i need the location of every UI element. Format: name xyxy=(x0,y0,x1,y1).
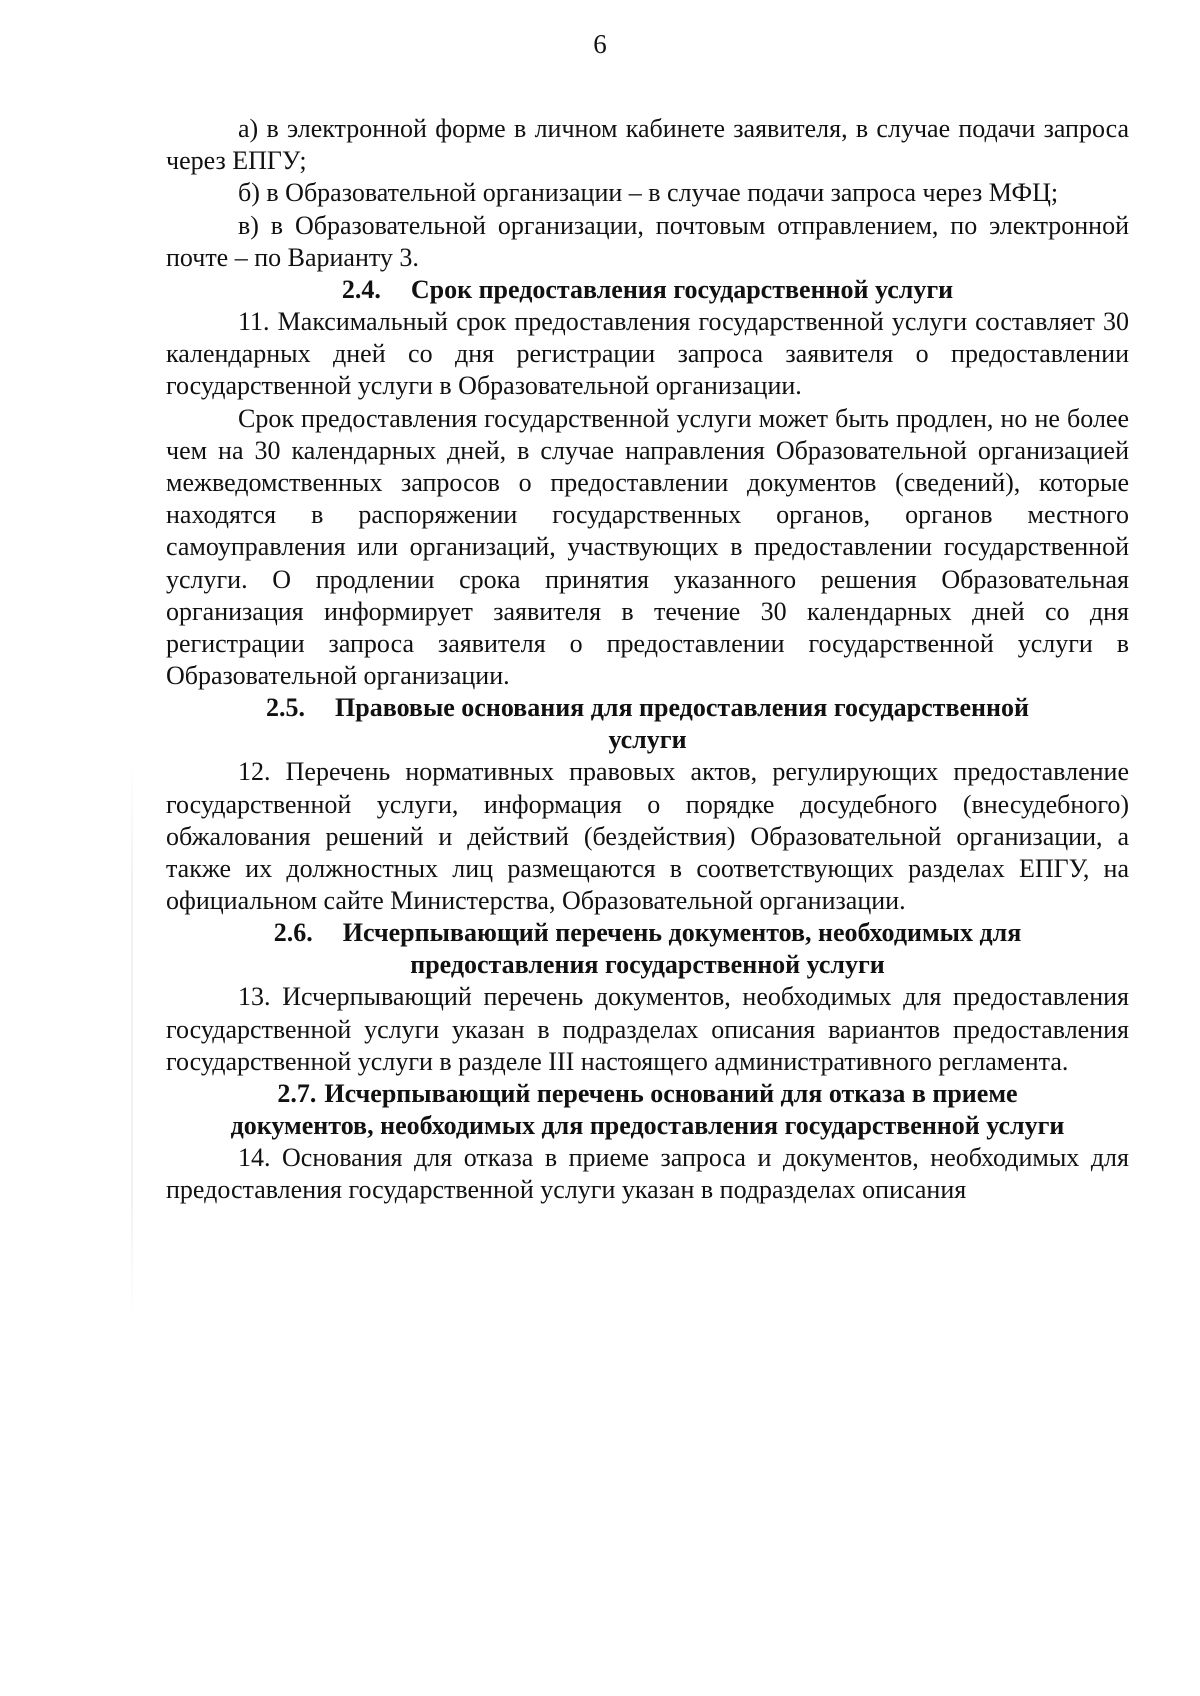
section-number: 2.5. xyxy=(266,693,306,723)
page-number: 6 xyxy=(593,29,607,59)
section-title-line-2: услуги xyxy=(608,725,687,755)
section-title: Срок предоставления государственной услуги xyxy=(410,275,954,305)
section-heading-2-6 xyxy=(166,917,1129,981)
section-title-line-1: Исчерпывающий перечень документов, необходимых для xyxy=(342,918,1022,948)
section-heading-2-5 xyxy=(166,692,1129,756)
list-item-b: б) в Образовательной организации – в случае подачи запроса через МФЦ; xyxy=(238,178,1059,208)
paragraph-11: 11. Максимальный срок предоставления государственной услуги составляет 30 календарных дней со дня регистрации запроса заявителя о предоставлении государственной услуги в Образовательной организации. xyxy=(166,307,1129,401)
section-title-line-1: Исчерпывающий перечень оснований для отказа в приеме xyxy=(324,1079,1018,1109)
section-heading-2-4 xyxy=(166,274,1129,306)
section-number: 2.7. xyxy=(277,1079,317,1109)
paragraph-13: 13. Исчерпывающий перечень документов, необходимых для предоставления государственной услуги указан в подразделах описания вариантов предоставления государственной услуги в разделе III настоящего административного регламента. xyxy=(166,982,1129,1076)
paragraph-14: 14. Основания для отказа в приеме запроса и документов, необходимых для предоставления государственной услуги указан в подразделах описания xyxy=(166,1143,1129,1205)
section-title-line-1: Правовые основания для предоставления государственной xyxy=(335,693,1029,723)
section-number: 2.4. xyxy=(341,275,381,305)
paragraph-12: 12. Перечень нормативных правовых актов, регулирующих предоставление государственной услуги, информация о порядке досудебного (внесудебного) обжалования решений и действий (бездействия) Образовательной организации, а также их должностных лиц размещаются в соответствующих разделах ЕПГУ, на официальном сайте Министерства, Образовательной организации. xyxy=(166,757,1129,916)
paragraph-11-continued: Срок предоставления государственной услуги может быть продлен, но не более чем на 30 календарных дней, в случае направления Образовательной организацией межведомственных запросов о предоставлении документов (сведений), которые находятся в распоряжении государственных органов, органов местного самоуправления или организаций, участвующих в предоставлении государственной услуги. О продлении срока принятия указанного решения Образовательная организация информирует заявителя в течение 30 календарных дней со дня регистрации запроса заявителя о предоставлении государственной услуги в Образовательной организации. xyxy=(166,403,1129,691)
section-number: 2.6. xyxy=(273,918,313,948)
section-title-line-2: предоставления государственной услуги xyxy=(410,950,885,980)
list-item-a: а) в электронной форме в личном кабинете заявителя, в случае подачи запроса через ЕПГУ; xyxy=(166,114,1129,176)
page-content xyxy=(166,113,1129,1206)
section-title-line-2: документов, необходимых для предоставления государственной услуги xyxy=(230,1111,1065,1141)
section-heading-2-7 xyxy=(166,1078,1129,1142)
list-item-c: в) в Образовательной организации, почтовым отправлением, по электронной почте – по Варианту 3. xyxy=(166,210,1129,272)
scan-artifact xyxy=(131,760,133,1320)
